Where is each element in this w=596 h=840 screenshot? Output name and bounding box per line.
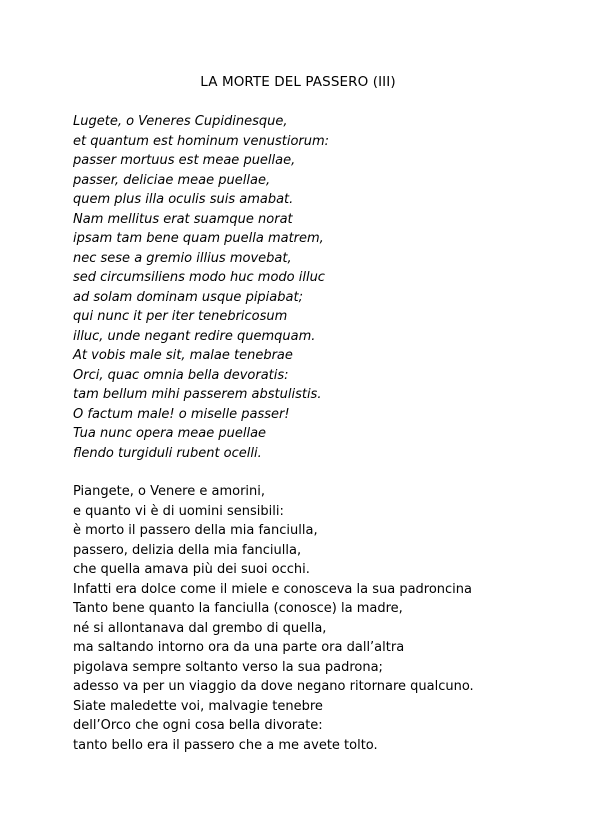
latin-verse-line: Orci, quac omnia bella devoratis: bbox=[73, 367, 289, 383]
latin-verse-line: qui nunc it per iter tenebricosum bbox=[73, 309, 288, 324]
italian-verse-line: dell’Orco che ogni cosa bella divorate: bbox=[73, 718, 323, 733]
latin-stanza bbox=[73, 112, 329, 463]
latin-verse-line: illuc, unde negant redire quemquam. bbox=[73, 328, 316, 344]
latin-verse-line: tam bellum mihi passerem abstulistis. bbox=[73, 387, 322, 402]
italian-verse-line: né si allontanava dal grembo di quella, bbox=[73, 620, 327, 636]
latin-verse-line: et quantum est hominum venustiorum: bbox=[73, 133, 330, 149]
latin-verse-line: Lugete, o Veneres Cupidinesque, bbox=[73, 114, 288, 129]
latin-verse-line: ipsam tam bene quam puella matrem, bbox=[73, 231, 324, 246]
latin-verse-line: quem plus illa oculis suis amabat. bbox=[73, 192, 294, 207]
latin-verse-line: ad solam dominam usque pipiabat; bbox=[73, 289, 303, 305]
latin-verse-line: passer, deliciae meae puellae, bbox=[73, 172, 271, 188]
latin-verse-line: Nam mellitus erat suamque norat bbox=[73, 211, 293, 227]
italian-verse-line: adesso va per un viaggio da dove negano ritornare qualcuno. bbox=[73, 679, 474, 694]
latin-verse-line: flendo turgiduli rubent ocelli. bbox=[73, 445, 262, 461]
italian-verse-line: pigolava sempre soltanto verso la sua padrona; bbox=[73, 659, 383, 675]
italian-verse-line: tanto bello era il passero che a me avete tolto. bbox=[73, 737, 378, 753]
italian-verse-line: Infatti era dolce come il miele e conosceva la sua padroncina bbox=[73, 581, 473, 597]
italian-verse-line: ma saltando intorno ora da una parte ora dall’altra bbox=[73, 640, 405, 655]
italian-stanza bbox=[73, 482, 474, 755]
italian-verse-line: Siate maledette voi, malvagie tenebre bbox=[73, 698, 323, 714]
italian-verse-line: che quella amava più dei suoi occhi. bbox=[73, 562, 310, 577]
italian-verse-line: passero, delizia della mia fanciulla, bbox=[73, 542, 302, 558]
latin-verse-line: Tua nunc opera meae puellae bbox=[73, 426, 267, 441]
latin-verse-line: O factum male! o miselle passer! bbox=[73, 406, 290, 422]
italian-verse-line: e quanto vi è di uomini sensibili: bbox=[73, 503, 284, 519]
italian-verse-line: Piangete, o Venere e amorini, bbox=[73, 484, 266, 499]
poem-title: LA MORTE DEL PASSERO (III) bbox=[200, 74, 396, 90]
latin-verse-line: At vobis male sit, malae tenebrae bbox=[73, 348, 293, 363]
italian-verse-line: Tanto bene quanto la fanciulla (conosce) la madre, bbox=[73, 601, 403, 616]
latin-verse-line: nec sese a gremio illius movebat, bbox=[73, 250, 292, 266]
latin-verse-line: sed circumsiliens modo huc modo illuc bbox=[73, 270, 325, 285]
latin-verse-line: passer mortuus est meae puellae, bbox=[73, 153, 296, 168]
italian-verse-line: è morto il passero della mia fanciulla, bbox=[73, 523, 318, 538]
